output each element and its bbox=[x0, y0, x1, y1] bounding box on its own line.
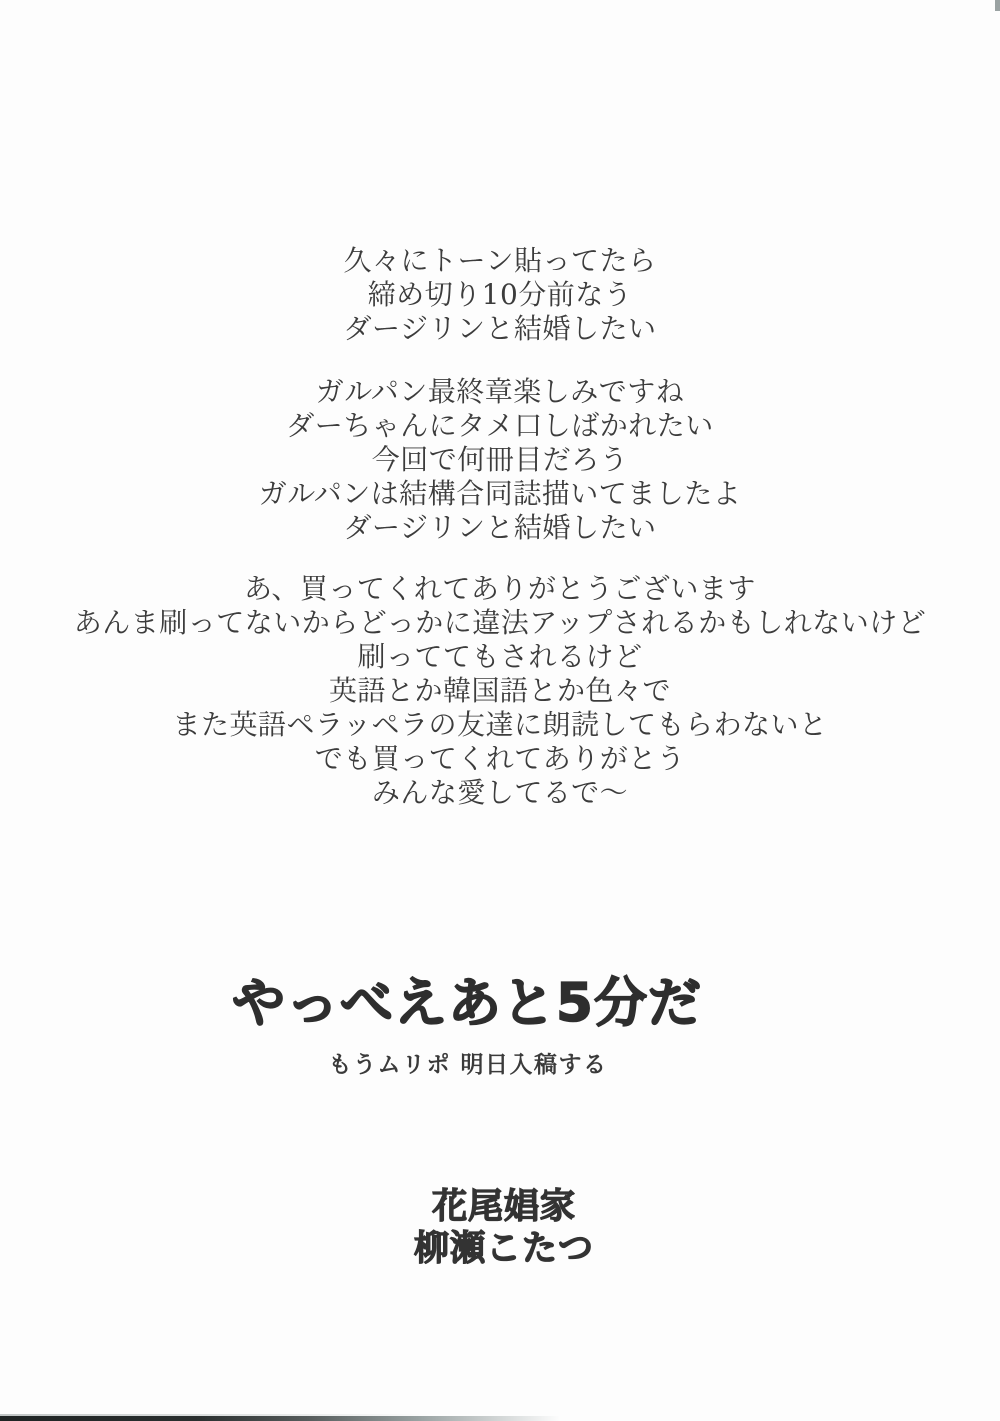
afterword-line: あんま刷ってないからどっかに違法アップされるかもしれないけど bbox=[73, 606, 927, 639]
credits-block bbox=[4, 1186, 1000, 1270]
afterword-line: ガルパンは結構合同誌描いてましたよ bbox=[258, 477, 742, 510]
afterword-line: 締め切り10分前なう bbox=[367, 278, 633, 311]
afterword-paragraph-1 bbox=[0, 244, 1000, 346]
afterword-line: ダージリンと結婚したい bbox=[343, 511, 657, 544]
scan-artifact-bottom-edge bbox=[0, 1416, 560, 1421]
circle-name: 花尾娼家 bbox=[431, 1187, 576, 1227]
afterword-line: また英語ペラッペラの友達に朗読してもらわないと bbox=[172, 708, 828, 741]
afterword-line: 久々にトーン貼ってたら bbox=[343, 244, 657, 277]
afterword-paragraph-2 bbox=[0, 375, 1000, 545]
afterword-line: ダージリンと結婚したい bbox=[343, 312, 657, 345]
afterword-line: ガルパン最終章楽しみですね bbox=[315, 375, 685, 408]
afterword-line: あ、買ってくれてありがとうございます bbox=[244, 572, 756, 605]
scan-artifact-corner-speck bbox=[995, 0, 1000, 11]
afterword-line: でも買ってくれてありがとう bbox=[314, 742, 686, 775]
afterword-line: 今回で何冊目だろう bbox=[371, 443, 629, 476]
afterword-subtitle: もうムリポ 明日入稿する bbox=[328, 1051, 608, 1078]
afterword-line: 刷っててもされるけど bbox=[357, 640, 643, 673]
afterword-title: やっべえあと5分だ bbox=[232, 973, 702, 1034]
afterword-paragraph-3 bbox=[0, 572, 1000, 810]
afterword-line: 英語とか韓国語とか色々で bbox=[328, 674, 671, 707]
afterword-line: みんな愛してるで～ bbox=[371, 776, 629, 809]
afterword-line: ダーちゃんにタメ口しばかれたい bbox=[286, 409, 714, 442]
author-name: 柳瀬こたつ bbox=[413, 1229, 594, 1269]
